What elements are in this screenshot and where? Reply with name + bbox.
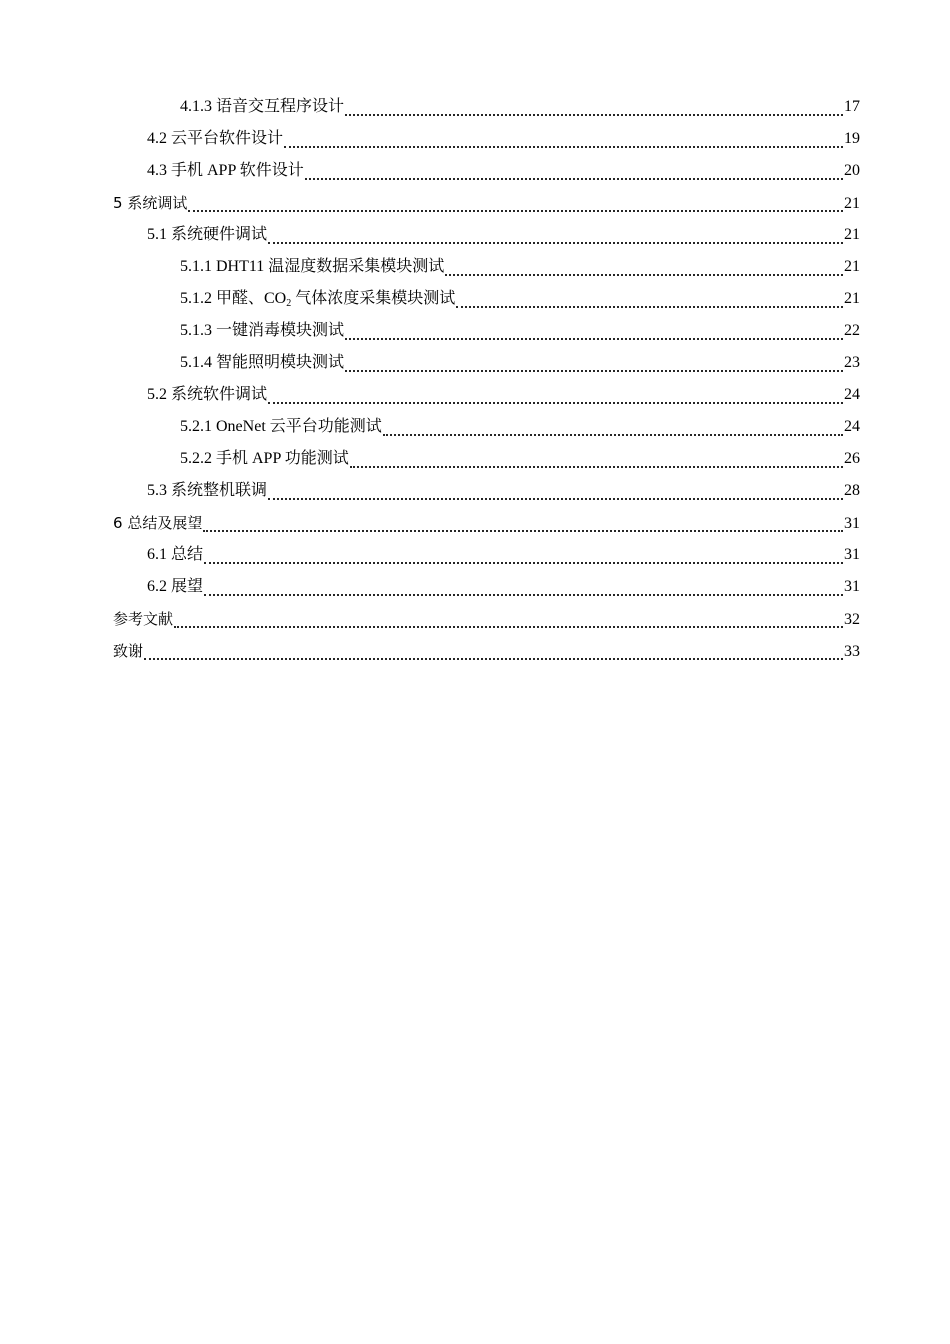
- toc-page-number: 17: [844, 98, 860, 115]
- toc-entry-label: 5.1.1 DHT11 温湿度数据采集模块测试: [180, 258, 445, 275]
- dot-leader: [188, 209, 843, 212]
- toc-entry-label: 6.2 展望: [147, 578, 204, 595]
- toc-entry-label: 5.3 系统整机联调: [147, 482, 268, 499]
- toc-entry-references[interactable]: [113, 607, 860, 639]
- toc-entry-label: 4.1.3 语音交互程序设计: [180, 98, 345, 115]
- toc-entry-4-3[interactable]: [113, 159, 860, 191]
- toc-entry-label: 6 总结及展望: [113, 514, 203, 532]
- dot-leader: [284, 145, 843, 148]
- toc-page-number: 31: [844, 515, 860, 532]
- dot-leader: [383, 433, 843, 436]
- toc-page-number: 21: [844, 258, 860, 275]
- toc-entry-6-2[interactable]: [113, 575, 860, 607]
- toc-page-number: 32: [844, 611, 860, 628]
- dot-leader: [203, 529, 843, 532]
- toc-page-number: 24: [844, 418, 860, 435]
- dot-leader: [350, 465, 843, 468]
- toc-page-number: 22: [844, 322, 860, 339]
- toc-entry-label: 致谢: [113, 642, 144, 660]
- toc-page-number: 19: [844, 130, 860, 147]
- dot-leader: [204, 593, 843, 596]
- table-of-contents: [113, 95, 860, 671]
- toc-page-number: 23: [844, 354, 860, 371]
- dot-leader: [445, 273, 843, 276]
- toc-entry-5-1-1[interactable]: [113, 255, 860, 287]
- toc-page-number: 24: [844, 386, 860, 403]
- toc-page-number: 31: [844, 546, 860, 563]
- toc-entry-label: 5.1.2 甲醛、$CO_2$ 气体浓度采集模块测试: [180, 290, 456, 309]
- toc-entry-5-2-1[interactable]: [113, 415, 860, 447]
- toc-entry-5-1-2[interactable]: [113, 287, 860, 319]
- dot-leader: [144, 657, 843, 660]
- toc-page-number: 28: [844, 482, 860, 499]
- toc-entry-label: 4.2 云平台软件设计: [147, 130, 284, 147]
- dot-leader: [174, 625, 843, 628]
- toc-entry-5[interactable]: [113, 191, 860, 223]
- toc-entry-4-1-3[interactable]: [113, 95, 860, 127]
- dot-leader: [345, 337, 843, 340]
- toc-entry-5-3[interactable]: [113, 479, 860, 511]
- toc-entry-label: 参考文献: [113, 610, 174, 628]
- toc-page-number: 31: [844, 578, 860, 595]
- toc-entry-5-1[interactable]: [113, 223, 860, 255]
- toc-entry-label: 5.1.4 智能照明模块测试: [180, 354, 345, 371]
- toc-entry-acknowledgements[interactable]: [113, 639, 860, 671]
- dot-leader: [456, 305, 843, 308]
- toc-entry-label: 5.2.2 手机 APP 功能测试: [180, 450, 349, 467]
- toc-entry-label: 5.2.1 OneNet 云平台功能测试: [180, 418, 382, 435]
- toc-entry-label: 4.3 手机 APP 软件设计: [147, 162, 304, 179]
- toc-page-number: 21: [844, 226, 860, 243]
- toc-entry-label: 6.1 总结: [147, 546, 204, 563]
- toc-entry-label: 5.1 系统硬件调试: [147, 226, 268, 243]
- dot-leader: [345, 369, 843, 372]
- dot-leader: [345, 113, 843, 116]
- toc-page-number: 21: [844, 195, 860, 212]
- toc-entry-5-2-2[interactable]: [113, 447, 860, 479]
- toc-entry-5-1-4[interactable]: [113, 351, 860, 383]
- dot-leader: [268, 401, 843, 404]
- toc-entry-6[interactable]: [113, 511, 860, 543]
- dot-leader: [268, 497, 843, 500]
- toc-page-number: 26: [844, 450, 860, 467]
- toc-entry-5-1-3[interactable]: [113, 319, 860, 351]
- toc-entry-label: 5.1.3 一键消毒模块测试: [180, 322, 345, 339]
- toc-entry-6-1[interactable]: [113, 543, 860, 575]
- toc-page-number: 20: [844, 162, 860, 179]
- dot-leader: [268, 241, 843, 244]
- toc-entry-label: 5 系统调试: [113, 194, 188, 212]
- toc-page-number: 21: [844, 290, 860, 307]
- dot-leader: [305, 177, 843, 180]
- toc-entry-label: 5.2 系统软件调试: [147, 386, 268, 403]
- dot-leader: [204, 561, 843, 564]
- subscript: 2: [286, 298, 292, 309]
- toc-entry-4-2[interactable]: [113, 127, 860, 159]
- toc-page-number: 33: [844, 643, 860, 660]
- toc-entry-5-2[interactable]: [113, 383, 860, 415]
